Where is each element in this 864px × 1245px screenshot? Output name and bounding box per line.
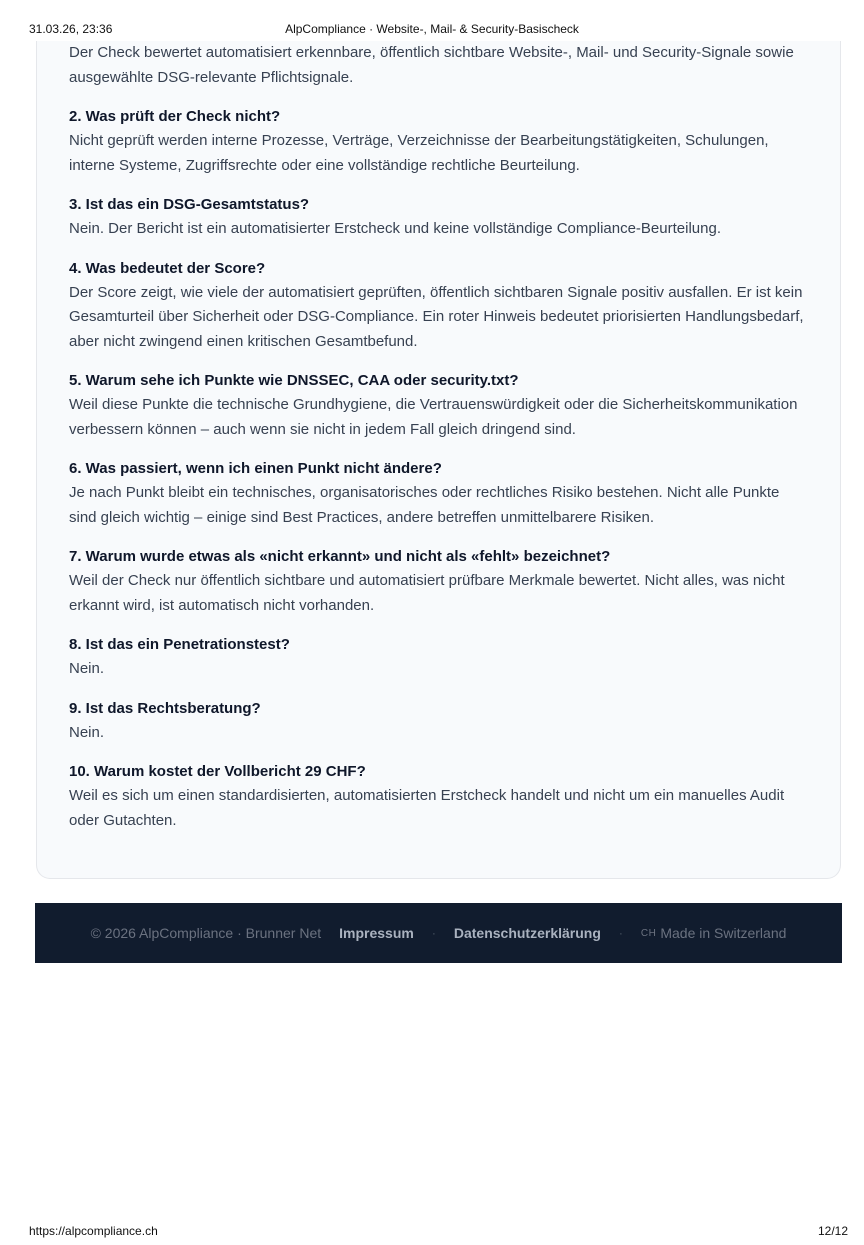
impressum-link[interactable]: Impressum [339,925,414,941]
faq-question: 5. Warum sehe ich Punkte wie DNSSEC, CAA oder security.txt? [69,372,519,389]
print-header [0,20,864,38]
faq-answer: Weil es sich um einen standardisierten, automatisierten Erstcheck handelt und nicht um ein manuelles Audit oder Gutachten. [69,787,785,829]
faq-answer: Nein. [69,723,105,741]
faq-answer: Je nach Punkt bleibt ein technisches, organisatorisches oder rechtliches Risiko bestehen. Nicht alle Punkte sind gleich wichtig – einige sind Best Practices, andere betreffen unmittelbarere Risiken. [69,484,780,526]
footer-separator: · [431,926,436,940]
faq-item-10 [69,760,809,833]
faq-item-2 [69,105,809,178]
faq-question: 3. Ist das ein DSG-Gesamtstatus? [69,196,310,213]
faq-item-6 [69,457,809,530]
print-url: https://alpcompliance.ch [29,1224,158,1238]
made-in-switzerland: Made in Switzerland [660,925,787,941]
faq-question: 8. Ist das ein Penetrationstest? [69,636,290,653]
faq-answer: Weil der Check nur öffentlich sichtbare und automatisiert prüfbare Merkmale bewertet. Nicht alles, was nicht erkannt wird, ist automatisch nicht vorhanden. [69,572,785,614]
faq-answer: Der Check bewertet automatisiert erkennbare, öffentlich sichtbare Website-, Mail- und Security-Signale sowie ausgewählte DSG-relevante Pflichtsignale. [69,44,794,86]
faq-question: 4. Was bedeutet der Score? [69,259,266,277]
privacy-link[interactable]: Datenschutzerklärung [453,925,601,941]
faq-item-4 [69,257,809,355]
footer-copyright: © 2026 AlpCompliance · Brunner Net [90,925,322,941]
site-footer [35,903,842,963]
faq-answer: Nicht geprüft werden interne Prozesse, Verträge, Verzeichnisse der Bearbeitungstätigkeiten, Schulungen, interne Systeme, Zugriffsrechte oder eine vollständige rechtliche Beurteilung. [69,132,769,174]
faq-item-9 [69,697,809,746]
page-number: 12/12 [817,1224,848,1238]
faq-item-1 [69,41,809,90]
faq-answer: Nein. [69,660,105,677]
faq-item-7 [69,545,809,618]
faq-item-5 [69,369,809,442]
faq-list [69,41,809,848]
faq-item-3 [69,193,809,242]
footer-separator: · [618,926,623,940]
faq-answer: Der Score zeigt, wie viele der automatisiert geprüften, öffentlich sichtbaren Signale positiv ausfallen. Er ist kein Gesamturteil über Sicherheit oder DSG-Compliance. Ein roter Hinweis bedeutet priorisierten Handlungsbedarf, aber nicht zwingend einen kritischen Gesamtbefund. [69,283,804,350]
faq-question: 10. Warum kostet der Vollbericht 29 CHF? [69,763,366,780]
faq-answer: Nein. Der Bericht ist ein automatisierter Erstcheck und keine vollständige Compliance-Beurteilung. [69,220,721,237]
swiss-flag-icon: CH [640,927,657,939]
faq-question: 9. Ist das Rechtsberatung? [69,699,261,717]
faq-card [36,41,841,879]
faq-answer: Weil diese Punkte die technische Grundhygiene, die Vertrauenswürdigkeit oder die Sicherheitskommunikation verbessern können – auch wenn sie nicht in jedem Fall gleich dringend sind. [69,396,798,438]
print-datetime: 31.03.26, 23:36 [29,22,113,36]
faq-item-8 [69,633,809,682]
print-footer [0,1222,864,1240]
print-title: AlpCompliance · Website-, Mail- & Security-Basischeck [285,22,579,36]
faq-question: 7. Warum wurde etwas als «nicht erkannt» und nicht als «fehlt» bezeichnet? [69,548,611,565]
faq-question: 6. Was passiert, wenn ich einen Punkt nicht ändere? [69,460,442,477]
faq-question: 2. Was prüft der Check nicht? [69,108,281,125]
